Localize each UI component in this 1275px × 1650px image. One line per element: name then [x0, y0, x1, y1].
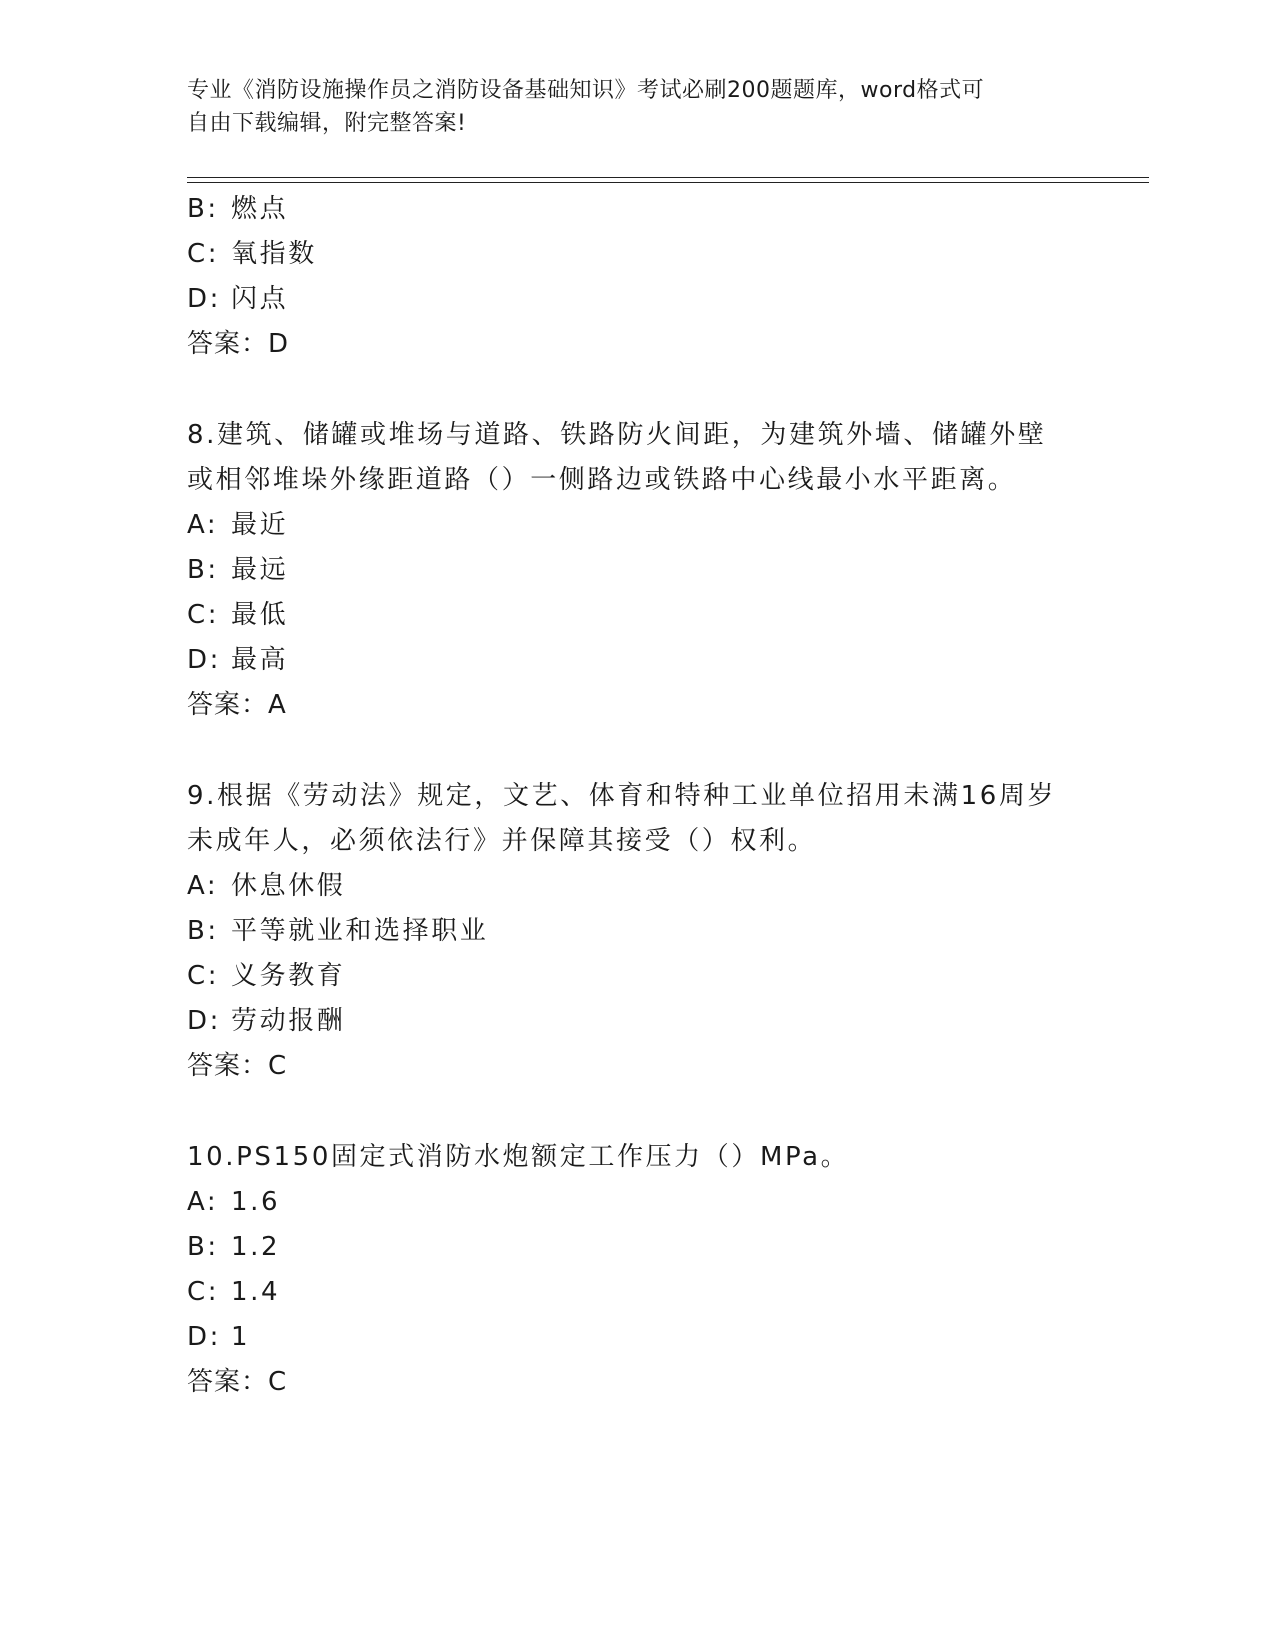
- q8-option-d: [187, 644, 288, 676]
- q8-stem-line-2: 或相邻堆垛外缘距道路（）一侧路边或铁路中心线最小水平距离。: [187, 465, 1017, 495]
- option-key: B:: [187, 555, 219, 585]
- option-text: 义务教育: [231, 961, 346, 991]
- option-key: D:: [187, 1322, 221, 1352]
- option-key: C:: [187, 600, 220, 630]
- option-text: 1: [231, 1322, 251, 1352]
- option-text: 1.6: [231, 1187, 281, 1217]
- q8-option-c: [187, 599, 288, 631]
- q9-option-c: [187, 960, 345, 992]
- option-key: B:: [187, 1232, 219, 1262]
- q7-option-c: [187, 238, 317, 270]
- q10-option-c: [187, 1276, 280, 1308]
- q9-option-b: [187, 915, 488, 947]
- q8-answer: 答案：A: [187, 690, 287, 720]
- q7-option-b: [187, 193, 288, 225]
- header-title-line-2: 自由下载编辑，附完整答案!: [187, 111, 467, 136]
- q9-option-d: [187, 1005, 345, 1037]
- q10-option-b: [187, 1231, 280, 1263]
- option-text: 最低: [231, 600, 289, 630]
- option-text: 休息休假: [231, 871, 346, 901]
- q8-option-b: [187, 554, 288, 586]
- header-title-line-1: 专业《消防设施操作员之消防设备基础知识》考试必刷200题题库，word格式可: [187, 78, 985, 103]
- q7-option-d: [187, 283, 288, 315]
- option-text: 1.4: [231, 1277, 281, 1307]
- q10-answer: 答案：C: [187, 1367, 288, 1397]
- option-key: C:: [187, 961, 220, 991]
- option-key: C:: [187, 1277, 220, 1307]
- option-text: 燃点: [231, 194, 289, 224]
- q9-option-a: [187, 870, 345, 902]
- option-key: A:: [187, 1187, 219, 1217]
- q9-answer: 答案：C: [187, 1051, 288, 1081]
- option-text: 最近: [231, 510, 289, 540]
- option-text: 氧指数: [231, 239, 317, 269]
- option-text: 最高: [231, 645, 289, 675]
- option-key: B:: [187, 916, 219, 946]
- q10-option-a: [187, 1186, 280, 1218]
- q10-stem-line-1: 10.PS150固定式消防水炮额定工作压力（）MPa。: [187, 1142, 850, 1172]
- option-key: C:: [187, 239, 220, 269]
- header-divider-top: [187, 177, 1149, 178]
- q8-stem-line-1: 8.建筑、储罐或堆场与道路、铁路防火间距，为建筑外墙、储罐外壁: [187, 420, 1047, 450]
- option-key: D:: [187, 1006, 221, 1036]
- q8-option-a: [187, 509, 288, 541]
- option-key: B:: [187, 194, 219, 224]
- option-text: 闪点: [231, 284, 289, 314]
- option-text: 1.2: [231, 1232, 281, 1262]
- option-key: D:: [187, 645, 221, 675]
- option-key: D:: [187, 284, 221, 314]
- document-header: [187, 74, 1067, 140]
- q10-option-d: [187, 1321, 250, 1353]
- option-key: A:: [187, 510, 219, 540]
- option-text: 平等就业和选择职业: [231, 916, 489, 946]
- option-key: A:: [187, 871, 219, 901]
- q7-answer: 答案：D: [187, 329, 290, 359]
- q9-stem-line-2: 未成年人，必须依法行》并保障其接受（）权利。: [187, 826, 817, 856]
- option-text: 最远: [231, 555, 289, 585]
- header-divider-bottom: [187, 182, 1149, 183]
- q9-stem-line-1: 9.根据《劳动法》规定，文艺、体育和特种工业单位招用未满16周岁: [187, 781, 1057, 811]
- option-text: 劳动报酬: [231, 1006, 346, 1036]
